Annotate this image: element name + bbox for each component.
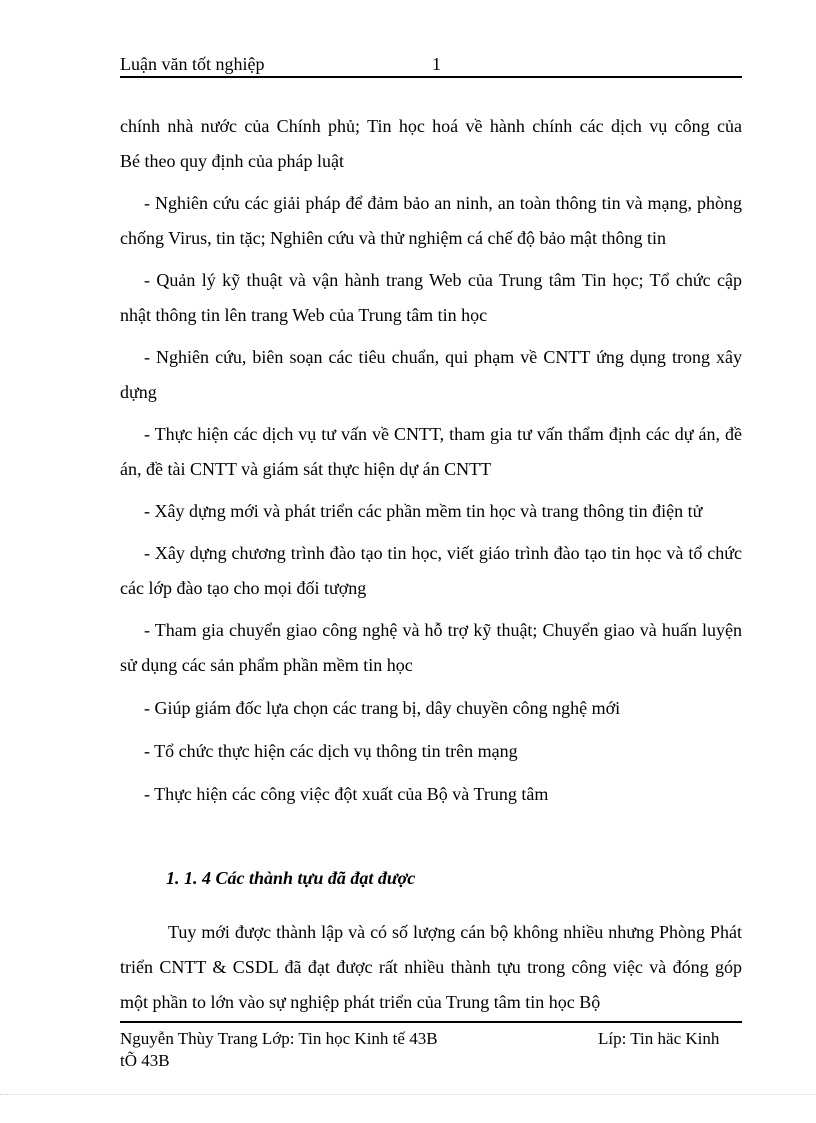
list-item: - Xây dựng chương trình đào tạo tin học, viết giáo trình đào tạo tin học và tổ chức các lớp đào tạo cho mọi đối tượng [120,543,742,598]
list-item: - Tham gia chuyển giao công nghệ và hỗ trợ kỹ thuật; Chuyển giao và huấn luyện sử dụng các sản phẩm phần mềm tin học [120,620,742,675]
footer-rule [120,1021,742,1023]
list-item: - Quản lý kỹ thuật và vận hành trang Web của Trung tâm Tin học; Tổ chức cập nhật thông tin lên trang Web của Trung tâm tin học [120,270,742,325]
page-header [120,52,742,76]
intro-line: chính nhà nước của Chính phủ; Tin học hoá về hành chính các dịch vụ công của [120,116,742,136]
list-item: - Tổ chức thực hiện các dịch vụ thông tin trên mạng [144,741,518,761]
body-text [120,109,742,812]
section-body [120,915,742,1020]
header-rule [120,76,742,78]
list-item: - Nghiên cứu các giải pháp để đảm bảo an ninh, an toàn thông tin và mạng, phòng chống Virus, tin tặc; Nghiên cứu và thử nghiệm cá chế độ bảo mật thông tin [120,193,742,248]
header-title: Luận văn tốt nghiệp [120,54,265,74]
footer-author: Nguyễn Thùy Trang Lớp: Tin học Kinh tế 43B [120,1029,438,1048]
list-item: - Nghiên cứu, biên soạn các tiêu chuẩn, qui phạm về CNTT ứng dụng trong xây dựng [120,347,742,402]
footer-class-continued: tÕ 43B [120,1051,170,1070]
list-item: - Thực hiện các công việc đột xuất của Bộ và Trung tâm [144,784,549,804]
footer-class: Líp: Tin häc Kinh [598,1029,720,1048]
page-break-line [0,1094,816,1095]
list-item: - Giúp giám đốc lựa chọn các trang bị, dây chuyền công nghệ mới [144,698,621,718]
list-item: - Thực hiện các dịch vụ tư vấn về CNTT, tham gia tư vấn thẩm định các dự án, đề án, đề tài CNTT và giám sát thực hiện dự án CNTT [120,424,742,479]
list-item: - Xây dựng mới và phát triển các phần mềm tin học và trang thông tin điện tử [144,501,703,521]
page-number: 1 [432,54,441,74]
section-heading: 1. 1. 4 Các thành tựu đã đạt được [166,868,416,888]
section-paragraph: Tuy mới được thành lập và có số lượng cán bộ không nhiều nhưng Phòng Phát triển CNTT & CSDL đã đạt được rất nhiều thành tựu trong công việc và đóng góp một phần to lớn vào sự nghiệp phát triển của Trung tâm tin học Bộ [120,922,742,1012]
intro-line: Bé theo quy định của pháp luật [120,151,344,171]
